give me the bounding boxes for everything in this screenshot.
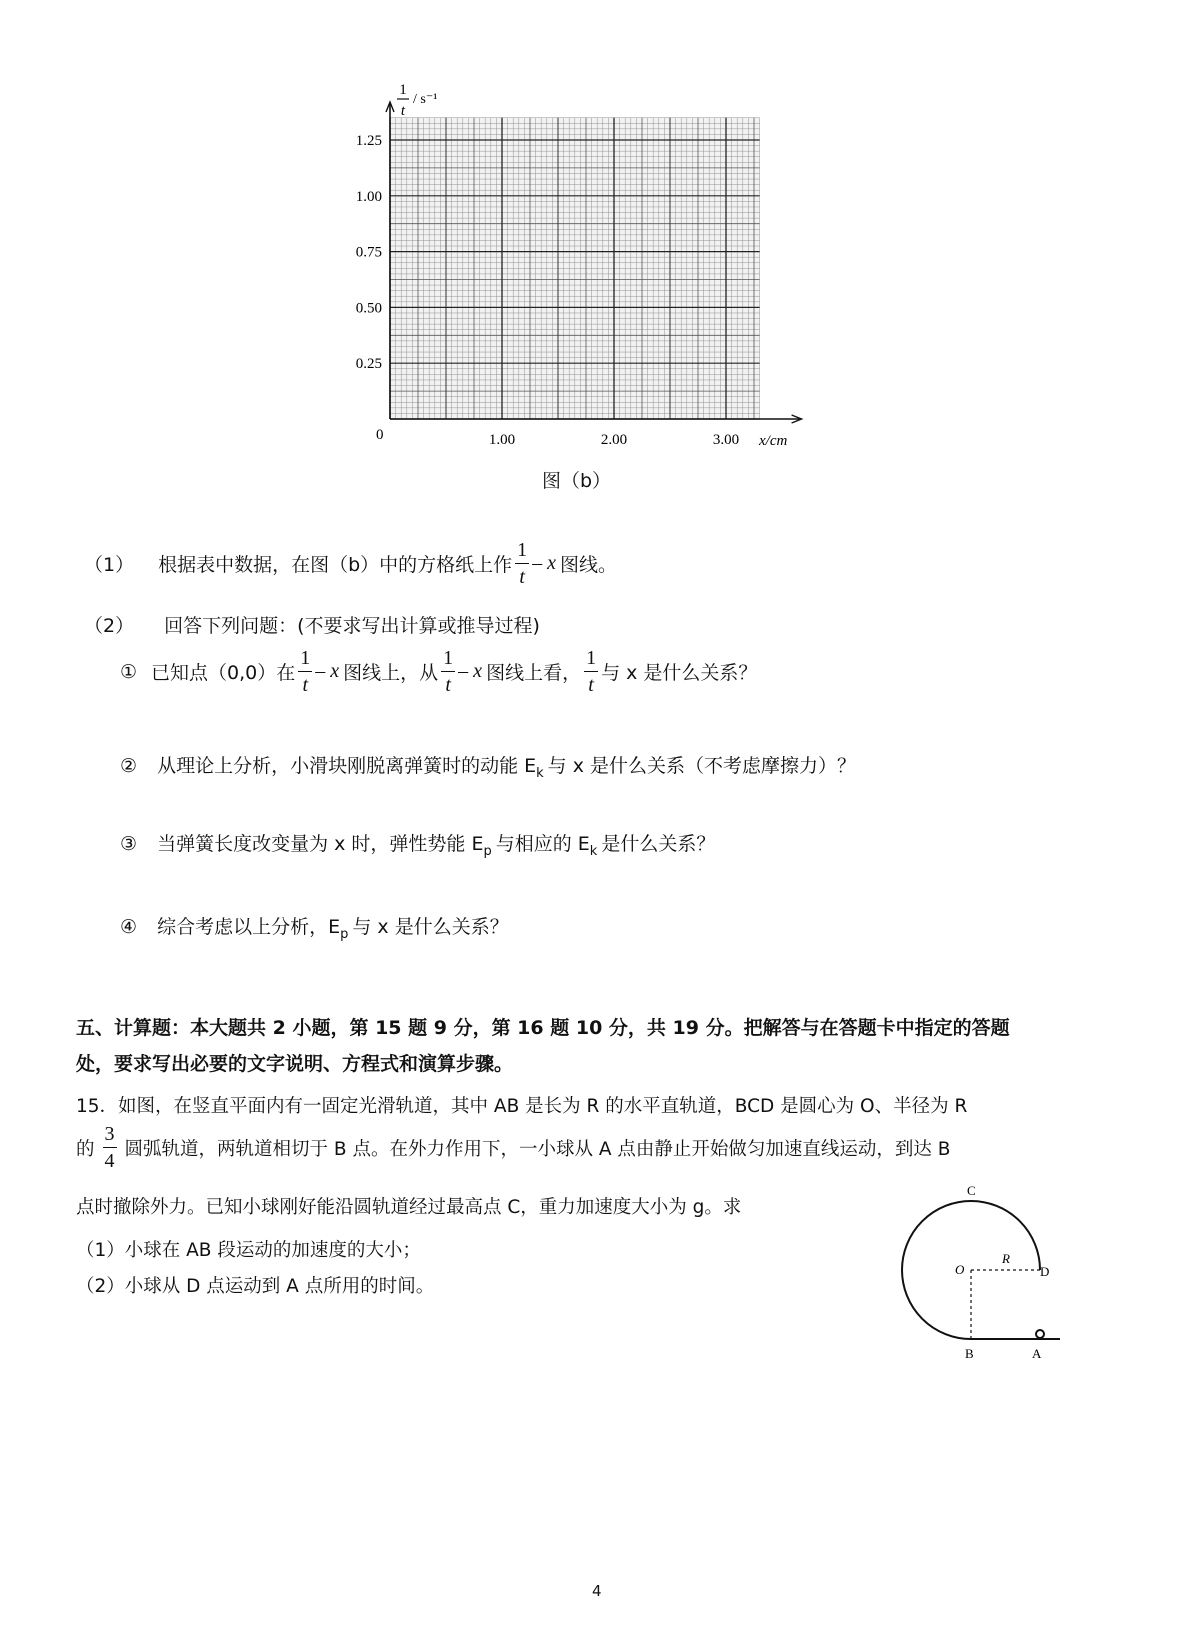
subscript-p: p [483, 843, 492, 859]
sub-question-3 [120, 829, 715, 859]
question-15-line-2-pre: 的 [76, 1138, 95, 1160]
y-axis-label-frac-den: t [400, 103, 406, 119]
label-o: O [955, 1262, 965, 1277]
sub-question-1 [120, 648, 757, 695]
fraction-1-over-t [298, 648, 312, 695]
sub-question-1-text-f: 与 x 是什么关系？ [601, 662, 758, 684]
y-tick-label: 1.00 [355, 188, 382, 205]
y-axis-label-unit: / s⁻¹ [413, 92, 438, 107]
subscript-k: k [536, 765, 544, 781]
y-tick-label: 0.50 [355, 300, 382, 317]
origin-label: 0 [376, 427, 384, 443]
question-2-text: 回答下列问题：(不要求写出计算或推导过程) [164, 615, 540, 637]
section-5-heading-line-2: 处，要求写出必要的文字说明、方程式和演算步骤。 [76, 1053, 514, 1075]
fraction-numerator: 1 [515, 540, 529, 564]
sub-question-3-text-a: 当弹簧长度改变量为 x 时，弹性势能 E [157, 833, 484, 855]
graph-paper-chart [340, 70, 820, 490]
sub-question-2-text-b: 与 x 是什么关系（不考虑摩擦力）？ [547, 755, 856, 777]
sub-question-4 [120, 912, 509, 942]
sub-question-3-text-c: 是什么关系？ [601, 833, 716, 855]
y-tick-label: 1.25 [355, 133, 382, 149]
sub-question-2 [120, 751, 856, 781]
section-5-heading-line-1: 五、计算题：本大题共 2 小题，第 15 题 9 分，第 16 题 10 分，共 19 分。把解答与在答题卡中指定的答题 [76, 1017, 1010, 1039]
variable-x: – x [315, 660, 340, 682]
sub-question-2-text-a: 从理论上分析，小滑块刚脱离弹簧时的动能 E [157, 755, 537, 777]
label-c: C [967, 1183, 976, 1198]
fraction-numerator: 1 [441, 648, 455, 672]
y-axis-label-frac-num: 1 [399, 82, 407, 98]
sub-question-4-text-b: 与 x 是什么关系？ [352, 916, 509, 938]
question-2 [84, 611, 540, 638]
sub-question-1-text-c: 图线上，从 [343, 662, 439, 684]
variable-x: – x [458, 660, 483, 682]
ball [1036, 1330, 1044, 1338]
x-tick-label: 1.00 [488, 432, 516, 448]
figure-caption: 图（b） [542, 470, 612, 492]
question-15-line-1: 15．如图，在竖直平面内有一固定光滑轨道，其中 AB 是长为 R 的水平直轨道，BCD 是圆心为 O、半径为 R [76, 1096, 968, 1117]
question-15-line-3: 点时撤除外力。已知小球刚好能沿圆轨道经过最高点 C，重力加速度大小为 g。求 [76, 1197, 742, 1218]
circled-number-1: ① [120, 660, 138, 683]
question-15-line-2 [76, 1124, 950, 1171]
sub-question-3-text-b: 与相应的 E [495, 833, 590, 855]
track-diagram [890, 1175, 1080, 1365]
fraction-denominator: t [445, 674, 451, 696]
circled-number-3: ③ [120, 833, 138, 855]
fraction-1-over-t [441, 648, 455, 695]
fraction-denominator: t [302, 674, 309, 696]
circled-number-4: ④ [120, 916, 138, 938]
fraction-denominator: t [588, 674, 594, 696]
y-tick-label: 0.75 [355, 244, 382, 261]
fraction-numerator: 3 [103, 1124, 117, 1148]
question-1 [84, 540, 617, 587]
x-axis-label: x/cm [759, 433, 788, 449]
question-1-text-end: 图线。 [560, 554, 618, 576]
question-15-sub-2: （2）小球从 D 点运动到 A 点所用的时间。 [76, 1276, 435, 1297]
subscript-p: p [340, 926, 349, 942]
sub-question-4-text-a: 综合考虑以上分析，E [157, 916, 341, 938]
fraction-numerator: 1 [298, 648, 312, 672]
question-1-number: （1） [84, 554, 135, 576]
x-tick-label: 3.00 [712, 432, 740, 448]
label-d: D [1040, 1264, 1050, 1279]
fraction-3-over-4 [103, 1124, 117, 1171]
y-tick-label: 0.25 [355, 356, 382, 373]
circled-number-2: ② [120, 755, 138, 777]
question-1-text: 根据表中数据，在图（b）中的方格纸上作 [158, 554, 513, 576]
sub-question-1-text-a: 已知点（0,0）在 [151, 662, 296, 684]
question-15-line-2-post: 圆弧轨道，两轨道相切于 B 点。在外力作用下，一小球从 A 点由静止开始做匀加速直线运动，到达 B [124, 1138, 951, 1160]
label-b: B [965, 1346, 974, 1361]
fraction-1-over-t [584, 648, 598, 695]
chart-grid-minor [390, 118, 760, 419]
fraction-denominator: 4 [104, 1150, 115, 1172]
sub-question-1-text-e: 图线上看， [486, 662, 582, 684]
page-number: 4 [592, 1582, 602, 1600]
question-2-number: （2） [84, 615, 135, 637]
variable-x: – x [532, 552, 557, 574]
label-r: R [1002, 1251, 1010, 1266]
question-15-sub-1: （1）小球在 AB 段运动的加速度的大小； [76, 1240, 421, 1261]
label-a: A [1032, 1346, 1042, 1361]
fraction-1-over-t [515, 540, 529, 587]
x-tick-label: 2.00 [600, 432, 628, 448]
subscript-k: k [589, 843, 598, 859]
fraction-denominator: t [519, 566, 525, 588]
fraction-numerator: 1 [584, 648, 598, 672]
